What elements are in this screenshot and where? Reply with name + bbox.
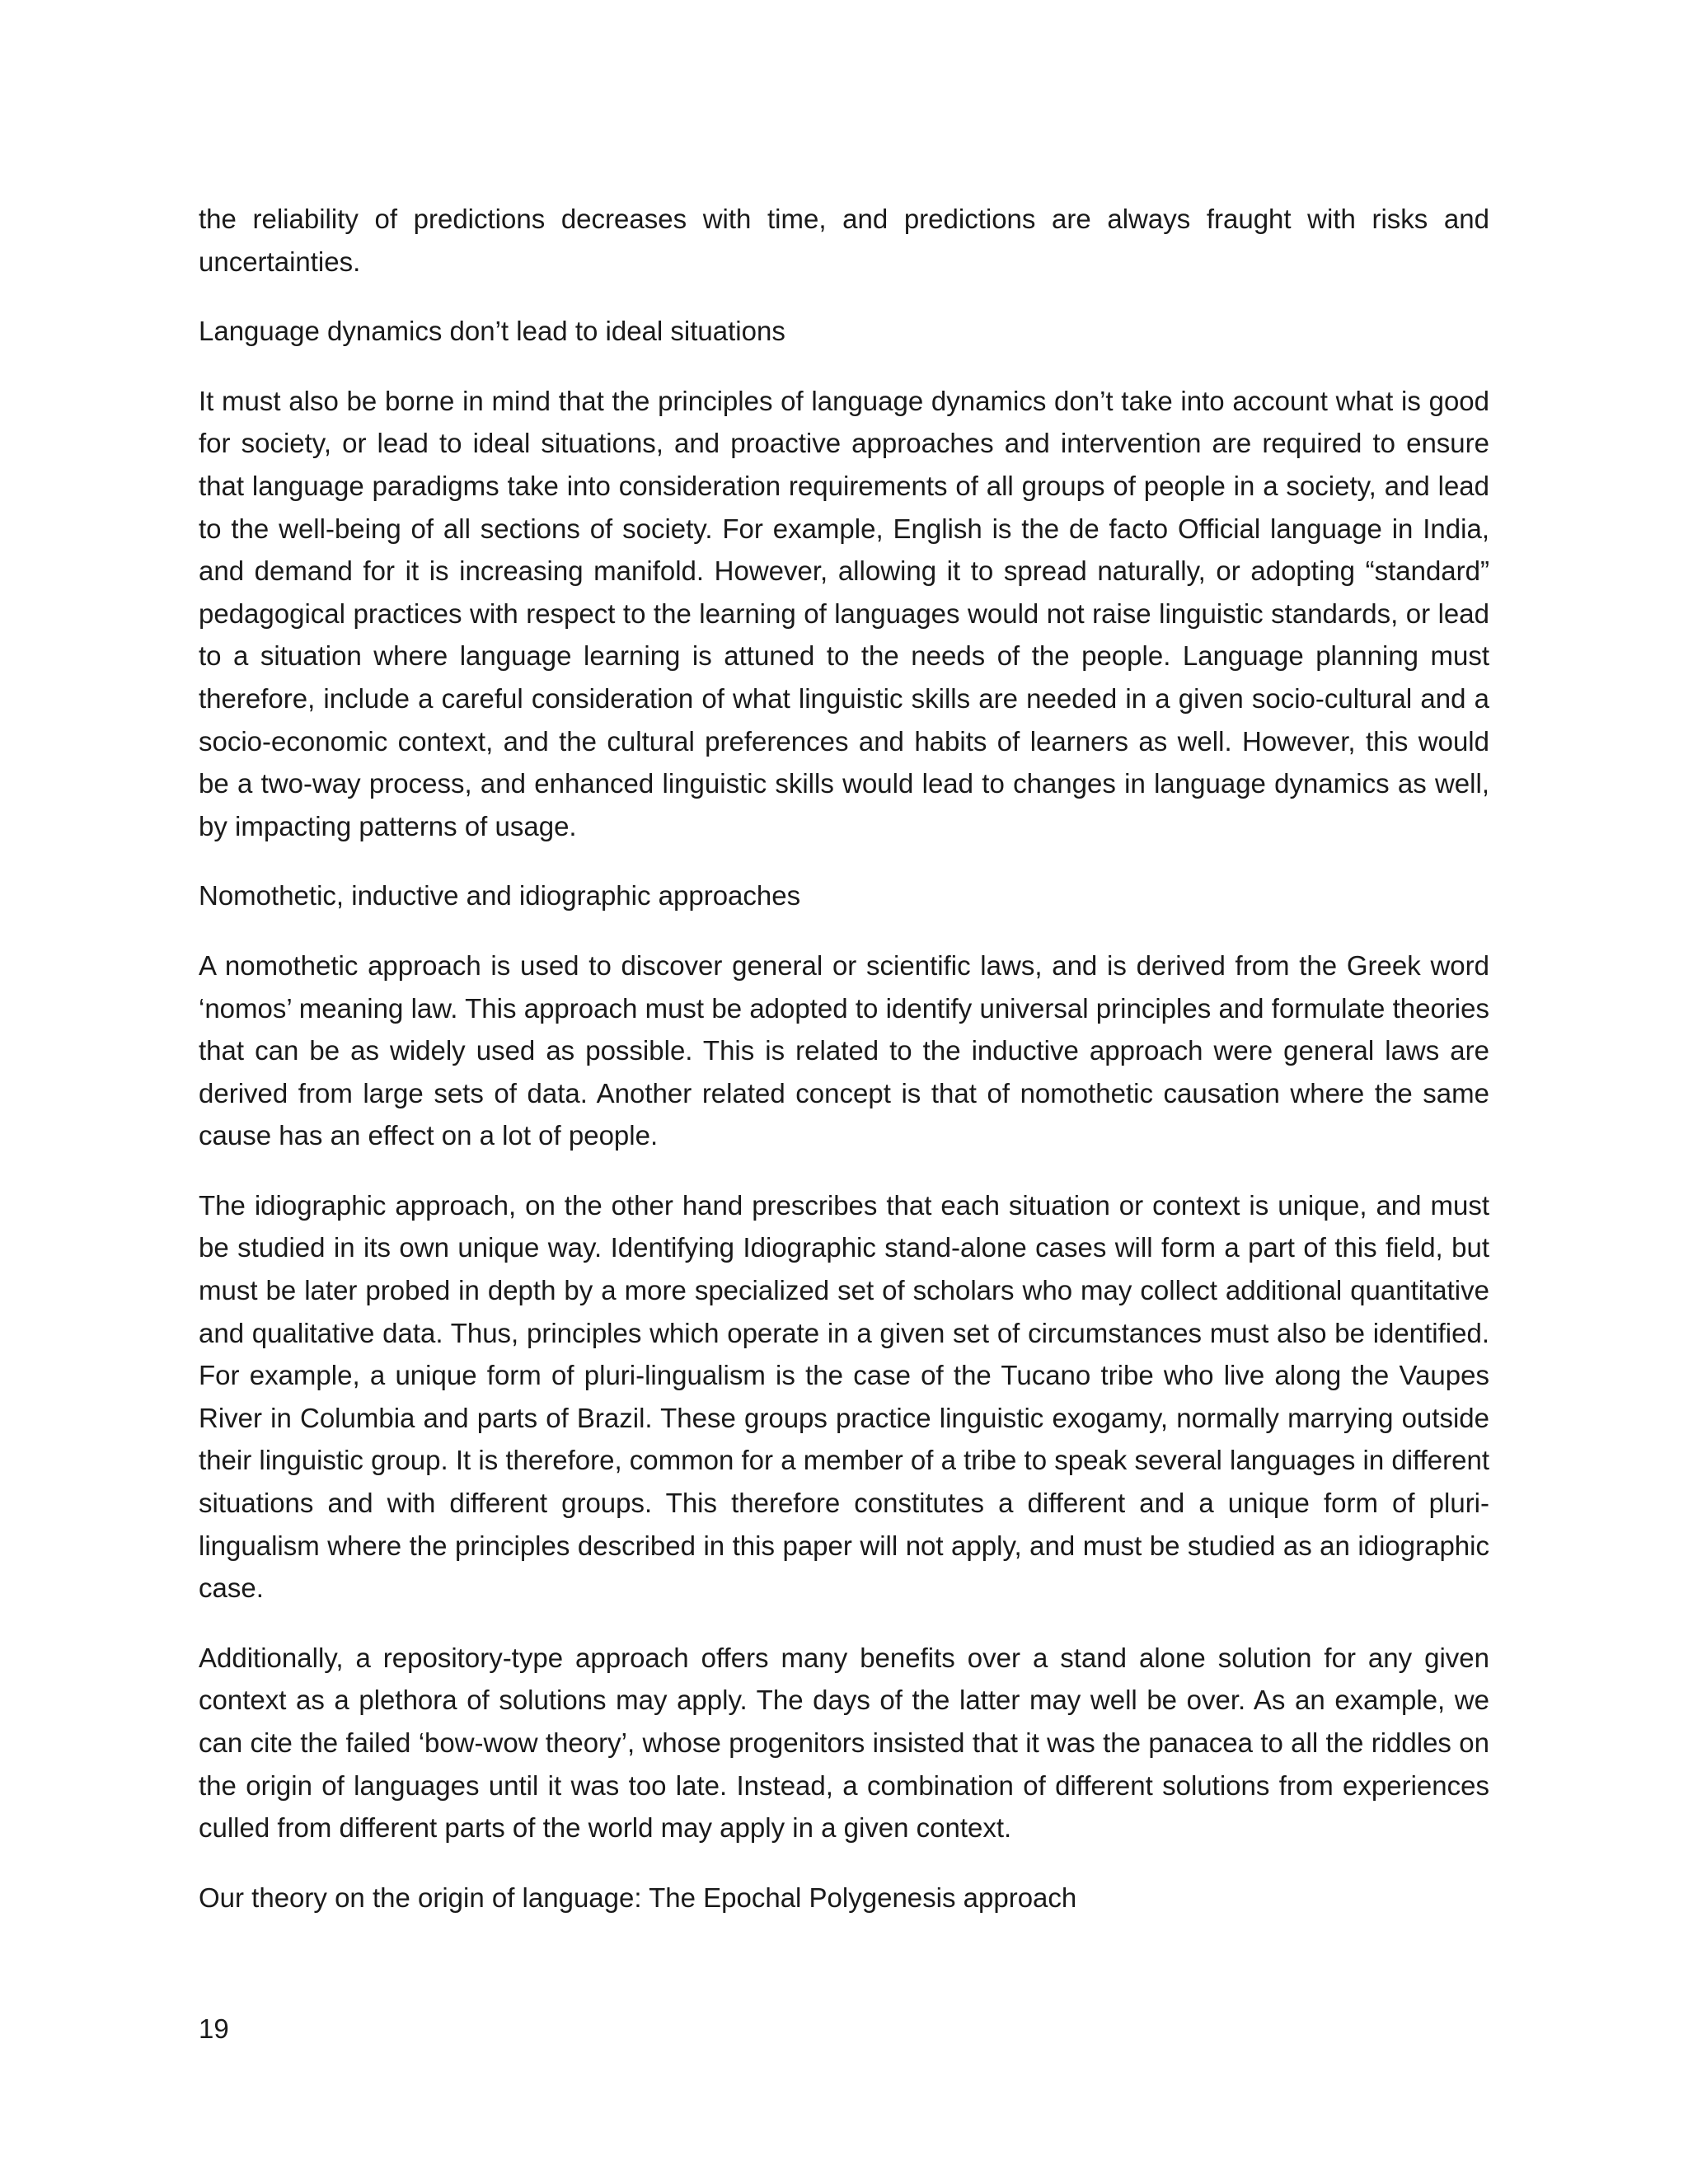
- paragraph-language-dynamics: It must also be borne in mind that the principles of language dynamics don’t take into account what is good for society, or lead to ideal situations, and proactive approaches and intervention are required to ensure that language paradigms take into consideration requirements of all groups of people in a society, and lead to the well-being of all sections of society. For example, English is the de facto Official language in India, and demand for it is increasing manifold. However, allowing it to spread naturally, or adopting “standard” pedagogical practices with respect to the learning of languages would not raise linguistic standards, or lead to a situation where language learning is attuned to the needs of the people. Language planning must therefore, include a careful consideration of what linguistic skills are needed in a given socio-cultural and a socio-economic context, and the cultural preferences and habits of learners as well. However, this would be a two-way process, and enhanced linguistic skills would lead to changes in language dynamics as well, by impacting patterns of usage.: [199, 385, 1489, 841]
- paragraph-predictions-continued: the reliability of predictions decreases with time, and predictions are always fraught with risks and uncertainties.: [199, 204, 1489, 277]
- page-body: [199, 198, 1489, 1946]
- paragraph-repository-approach: Additionally, a repository-type approach offers many benefits over a stand alone solution for any given context as a plethora of solutions may apply. The days of the latter may well be over. As an example, we can cite the failed ‘bow-wow theory’, whose progenitors insisted that it was the panacea to all the riddles on the origin of languages until it was too late. Instead, a combination of different solutions from experiences culled from different parts of the world may apply in a given context.: [199, 1642, 1489, 1844]
- page-number: 19: [199, 2013, 229, 2044]
- paragraph-idiographic: The idiographic approach, on the other hand prescribes that each situation or context is unique, and must be studied in its own unique way. Identifying Idiographic stand-alone cases will form a part of this field, but must be later probed in depth by a more specialized set of scholars who may collect additional quantitative and qualitative data. Thus, principles which operate in a given set of circumstances must also be identified. For example, a unique form of pluri-lingualism is the case of the Tucano tribe who live along the Vaupes River in Columbia and parts of Brazil. These groups practice linguistic exogamy, normally marrying outside their linguistic group. It is therefore, common for a member of a tribe to speak several languages in different situations and with different groups. This therefore constitutes a different and a unique form of pluri-lingualism where the principles described in this paper will not apply, and must be studied as an idiographic case.: [199, 1189, 1489, 1604]
- section-heading-nomothetic: Nomothetic, inductive and idiographic approaches: [199, 880, 801, 912]
- section-heading-language-dynamics: Language dynamics don’t lead to ideal situations: [199, 316, 785, 347]
- paragraph-nomothetic: A nomothetic approach is used to discover general or scientific laws, and is derived from the Greek word ‘nomos’ meaning law. This approach must be adopted to identify universal principles and formulate theories that can be as widely used as possible. This is related to the inductive approach were general laws are derived from large sets of data. Another related concept is that of nomothetic causation where the same cause has an effect on a lot of people.: [199, 949, 1489, 1151]
- section-heading-epochal-polygenesis: Our theory on the origin of language: The Epochal Polygenesis approach: [199, 1882, 1077, 1913]
